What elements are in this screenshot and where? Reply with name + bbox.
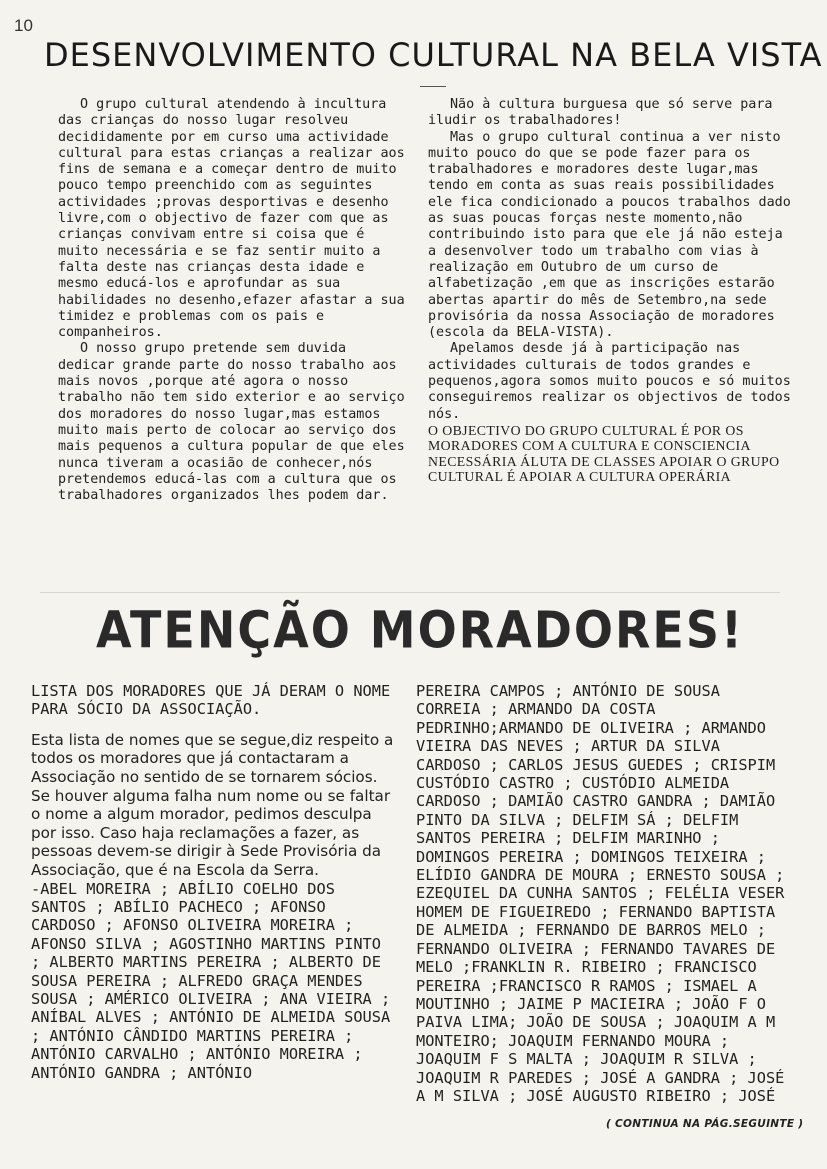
members-column-right [416,682,786,1105]
members-heading: LISTA DOS MORADORES QUE JÁ DERAM O NOME PARA SÓCIO DA ASSOCIAÇÃO. [31,682,391,719]
article-paragraph: Apelamos desde já à participação nas actividades culturais de todos grandes e pequenos,agora somos muito poucos e só muitos conseguiremos realizar os objectivos de todos nós. [428,341,791,422]
article-paragraph: Não à cultura burguesa que só serve para iludir os trabalhadores! [428,97,773,129]
continued-note: ( CONTINUA NA PÁG.SEGUINTE ) [606,1118,804,1130]
page-title: DESENVOLVIMENTO CULTURAL NA BELA VISTA [44,36,823,74]
section-divider [40,592,780,593]
article-paragraph: O grupo cultural atendendo à incultura das crianças do nosso lugar resolveu decididamente por em curso uma actividade cultural para estas crianças a realizar aos fins de semana e a começar dentro de muito pouco tempo preenchido com as seguintes actividades ;provas desportivas e desenho livre,com o objectivo de fazer com que as crianças convivam entre si coisa que é muito necessária e se faz sentir muito a falta deste nas crianças desta idade e mesmo educá-los e aprofundar as sua habilidades no desenho,efazer afastar a sua timidez e problemas com os pais e companheiros. [58,97,405,341]
members-column-left [31,682,395,1082]
page-number: 10 [14,16,33,35]
banner-heading: ATENÇÃO MORADORES! [96,600,744,660]
article-column-right [428,97,798,485]
members-names-list: PEREIRA CAMPOS ; ANTÓNIO DE SOUSA CORREIA ; ARMANDO DA COSTA PEDRINHO;ARMANDO DE OLIVEIRA ; ARMANDO VIEIRA DAS NEVES ; ARTUR DA SILVA CARDOSO ; CARLOS JESUS GUEDES ; CRISPIM CUSTÓDIO CASTRO ; CUSTÓDIO ALMEIDA CARDOSO ; DAMIÃO CASTRO GANDRA ; DAMIÃO PINTO DA SILVA ; DELFIM SÁ ; DELFIM SANTOS PEREIRA ; DELFIM MARINHO ; DOMINGOS PEREIRA ; DOMINGOS TEIXEIRA ; ELÍDIO GANDRA DE MOURA ; ERNESTO SOUSA ; EZEQUIEL DA CUNHA SANTOS ; FELÉLIA VESER HOMEM DE FIGUEIREDO ; FERNANDO BAPTISTA DE ALMEIDA ; FERNANDO DE BARROS MELO ; FERNANDO OLIVEIRA ; FERNANDO TAVARES DE MELO ;FRANKLIN R. RIBEIRO ; FRANCISCO PEREIRA ;FRANCISCO R RAMOS ; ISMAEL A MOUTINHO ; JAIME P MACIEIRA ; JOÃO F O PAIVA LIMA; JOÃO DE SOUSA ; JOAQUIM A M MONTEIRO; JOAQUIM FERNANDO MOURA ; JOAQUIM F S MALTA ; JOAQUIM R SILVA ; JOAQUIM R PAREDES ; JOSÉ A GANDRA ; JOSÉ A M SILVA ; JOSÉ AUGUSTO RIBEIRO ; JOSÉ [416,682,785,1105]
article-column-left [58,97,410,504]
article-paragraph: O nosso grupo pretende sem duvida dedicar grande parte do nosso trabalho aos mais novos ,porque até agora o nosso trabalho não tem sido exterior e ao serviço dos moradores do nosso lugar,mas estamos muito mais perto de colocar ao serviço dos mais pequenos a cultura popular de que eles nunca tiveram a ocasião de conhecer,nós pretendemos educá-las com a cultura que os trabalhadores organizados lhes podem dar. [58,341,405,504]
title-rule [420,86,446,87]
article-paragraph: Mas o grupo cultural continua a ver nisto muito pouco do que se pode fazer para os trabalhadores e moradores deste lugar,mas tendo em conta as suas reais possibilidades ele fica condicionado a poucos trabalhos dado as suas poucas forças neste momento,não contribuindo isto para que ele já não esteja a desenvolver todo um trabalho com vias à realização em Outubro de um curso de alfabetização ,em que as inscrições estarão abertas apartir do mês de Setembro,na sede provisória da nossa Associação de moradores (escola da BELA-VISTA). [428,129,791,341]
members-intro: Esta lista de nomes que se segue,diz respeito a todos os moradores que já contactaram a Associação no sentido de se tornarem sócios. Se houver alguma falha num nome ou se faltar o nome a algum morador, pedimos desculpa por isso. Caso haja reclamações a fazer, as pessoas devem-se dirigir à Sede Provisória da Associação, que é na Escola da Serra. [31,730,394,879]
members-names-list: -ABEL MOREIRA ; ABÍLIO COELHO DOS SANTOS ; ABÍLIO PACHECO ; AFONSO CARDOSO ; AFONSO OLIVEIRA MOREIRA ; AFONSO SILVA ; AGOSTINHO MARTINS PINTO ; ALBERTO MARTINS PEREIRA ; ALBERTO DE SOUSA PEREIRA ; ALFREDO GRAÇA MENDES SOUSA ; AMÉRICO OLIVEIRA ; ANA VIEIRA ; ANÍBAL ALVES ; ANTÓNIO DE ALMEIDA SOUSA ; ANTÓNIO CÂNDIDO MARTINS PEREIRA ; ANTÓNIO CARVALHO ; ANTÓNIO MOREIRA ; ANTÓNIO GANDRA ; ANTÓNIO [31,879,391,1082]
article-slogan: O OBJECTIVO DO GRUPO CULTURAL É POR OS MORADORES COM A CULTURA E CONSCIENCIA NECESSÁRIA ÁLUTA DE CLASSES APOIAR O GRUPO CULTURAL É APOIAR A CULTURA OPERÁRIA [428,422,780,485]
